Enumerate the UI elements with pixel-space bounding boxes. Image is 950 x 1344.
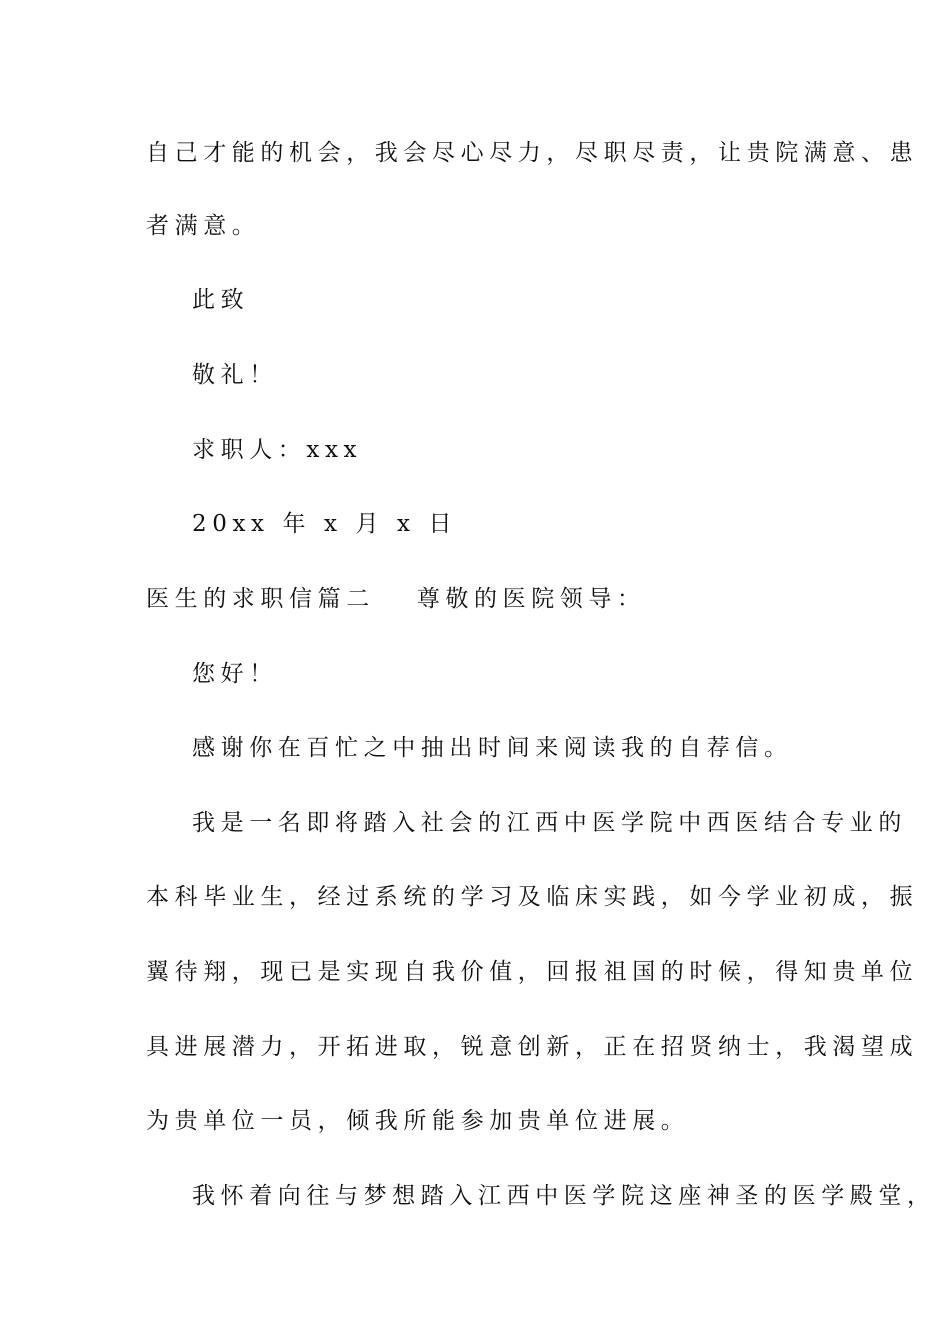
text-line: 本科毕业生，经过系统的学习及临床实践，如今学业初成，振 [146,884,919,910]
signature-line: 求职人：xxx [192,437,363,463]
greeting: 您好！ [192,661,278,687]
paragraph-start: 我是一名即将踏入社会的江西中医学院中西医结合专业的 [192,810,907,836]
text-line: 自己才能的机会，我会尽心尽力，尽职尽责，让贵院满意、患 [146,140,919,166]
closing-salutation: 此致 [192,287,250,313]
date-line: 20xx 年 x 月 x 日 [192,511,458,537]
text-line: 具进展潜力，开拓进取，锐意创新，正在招贤纳士，我渴望成 [146,1034,919,1060]
section-title: 医生的求职信篇二 [146,586,375,612]
greeting-recipient: 尊敬的医院领导： [416,586,646,612]
closing-respect: 敬礼！ [192,362,278,388]
text-line: 翼待翔，现已是实现自我价值，回报祖国的时候，得知贵单位 [146,959,919,985]
section-heading-line [146,584,646,614]
text-line: 为贵单位一员，倾我所能参加贵单位进展。 [146,1108,690,1134]
text-line: 者满意。 [146,213,261,239]
text-line: 感谢你在百忙之中抽出时间来阅读我的自荐信。 [192,735,793,761]
paragraph-start: 我怀着向往与梦想踏入江西中医学院这座神圣的医学殿堂， [192,1183,936,1209]
